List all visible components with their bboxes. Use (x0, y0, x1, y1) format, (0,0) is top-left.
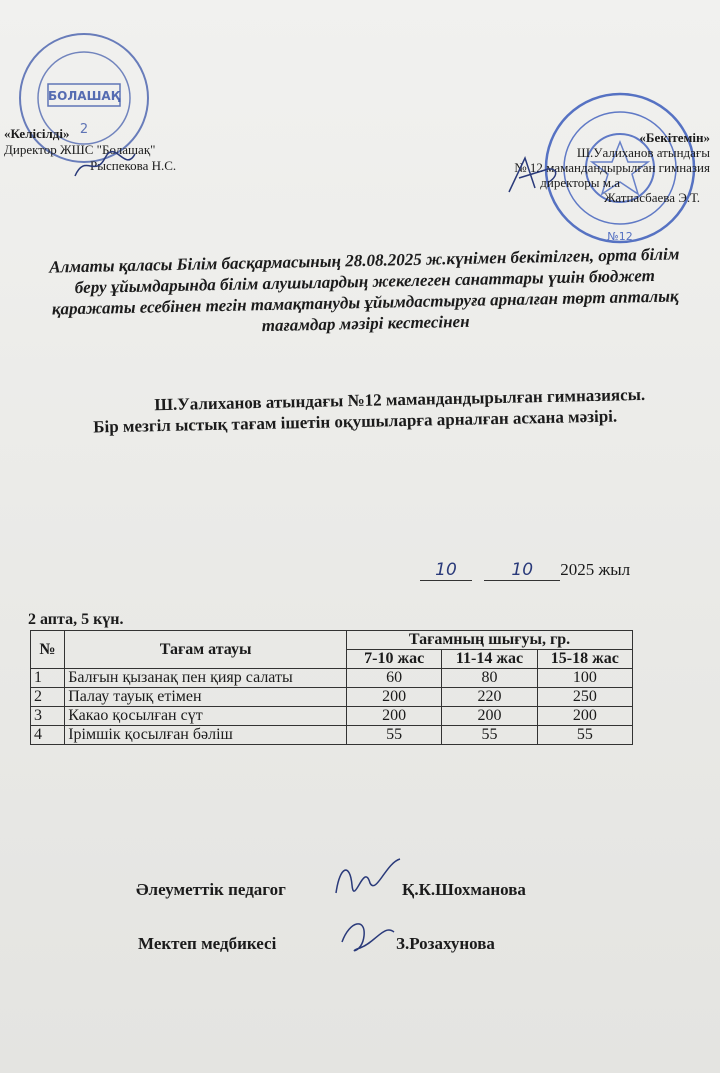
row-number: 4 (31, 726, 65, 745)
row-number: 2 (31, 688, 65, 707)
portion-11-14: 80 (442, 669, 537, 688)
stamp-right-number: №12 (607, 230, 633, 243)
approved-block (440, 130, 710, 205)
agreed-label: «Келісілді» (4, 126, 70, 141)
nurse-signature-icon (336, 912, 398, 957)
director-signature-icon (70, 148, 140, 183)
stamp-left-text: БОЛАШАҚ (47, 89, 121, 103)
approved-line1: Ш.Уалиханов атындағы (576, 145, 710, 160)
table-row (31, 688, 633, 707)
table-row (31, 707, 633, 726)
dish-name: Какао қосылған сүт (65, 707, 347, 726)
table-row (31, 669, 633, 688)
approved-line2: № 12 мамандандырылған гимназия (514, 160, 710, 175)
director-name: Рыспекова Н.С. (90, 158, 177, 173)
portion-7-10: 60 (347, 669, 442, 688)
social-pedagogue-role: Әлеуметтік педагог (136, 880, 286, 899)
portion-11-14: 220 (442, 688, 537, 707)
pedagogue-signature-icon (330, 855, 405, 900)
week-day: 2 апта, 5 күн. (28, 611, 124, 628)
portion-11-14: 200 (442, 707, 537, 726)
dish-name: Балғын қызанақ пен қияр салаты (65, 669, 347, 688)
portion-7-10: 55 (347, 726, 442, 745)
table-header-row (31, 631, 633, 650)
age-group-header: 15-18 жас (537, 650, 632, 669)
age-group-header: 7-10 жас (347, 650, 442, 669)
col-number-header: № (31, 631, 65, 669)
portion-11-14: 55 (442, 726, 537, 745)
col-output-header: Тағамның шығуы, гр. (347, 631, 633, 650)
school-nurse-role: Мектеп медбикесі (138, 934, 277, 953)
dish-name: Ірімшік қосылған бәліш (65, 726, 347, 745)
portion-15-18: 200 (537, 707, 632, 726)
menu-subtitle: Бір мезгіл ыстық тағам ішетін оқушыларға арналған асхана мәзірі. (93, 406, 618, 437)
menu-table (30, 630, 633, 745)
social-pedagogue-name: Қ.К.Шохманова (402, 880, 526, 899)
approved-label: «Бекітемін» (639, 130, 710, 145)
approved-line3: директоры м.а (540, 175, 620, 190)
document-title: Алматы қаласы Білім басқармасының 28.08.2025 ж.күнімен бекітілген, орта білім беру ұйымдарында білім алушылардың жекелеген санаттары үшін бюджет қаражаты есебінен тегін тамақтануды ұйымдастыруға арналған төрт апталық тағамдар мәзірі кестесінен (49, 244, 680, 336)
date-line (420, 560, 690, 581)
approver-signature-icon (505, 152, 565, 197)
portion-7-10: 200 (347, 688, 442, 707)
age-group-header: 11-14 жас (442, 650, 537, 669)
date-day: 10 (420, 560, 472, 581)
row-number: 3 (31, 707, 65, 726)
school-title (40, 383, 671, 438)
dish-name: Палау тауық етімен (65, 688, 347, 707)
director-position: Директор ЖШС "Болашақ" (4, 142, 156, 157)
col-name-header: Тағам атауы (65, 631, 347, 669)
portion-7-10: 200 (347, 707, 442, 726)
table-row (31, 726, 633, 745)
portion-15-18: 100 (537, 669, 632, 688)
portion-15-18: 250 (537, 688, 632, 707)
row-number: 1 (31, 669, 65, 688)
school-nurse-name: З.Розахунова (396, 934, 495, 953)
date-month: 10 (484, 560, 560, 581)
approver-name: Жатпасбаева Э.Т. (604, 190, 700, 205)
stamp-left-number: 2 (79, 122, 89, 137)
portion-15-18: 55 (537, 726, 632, 745)
school-name: Ш.Уалиханов атындағы №12 мамандандырылған гимназиясы. (154, 384, 646, 415)
date-year: 2025 жыл (560, 560, 631, 579)
